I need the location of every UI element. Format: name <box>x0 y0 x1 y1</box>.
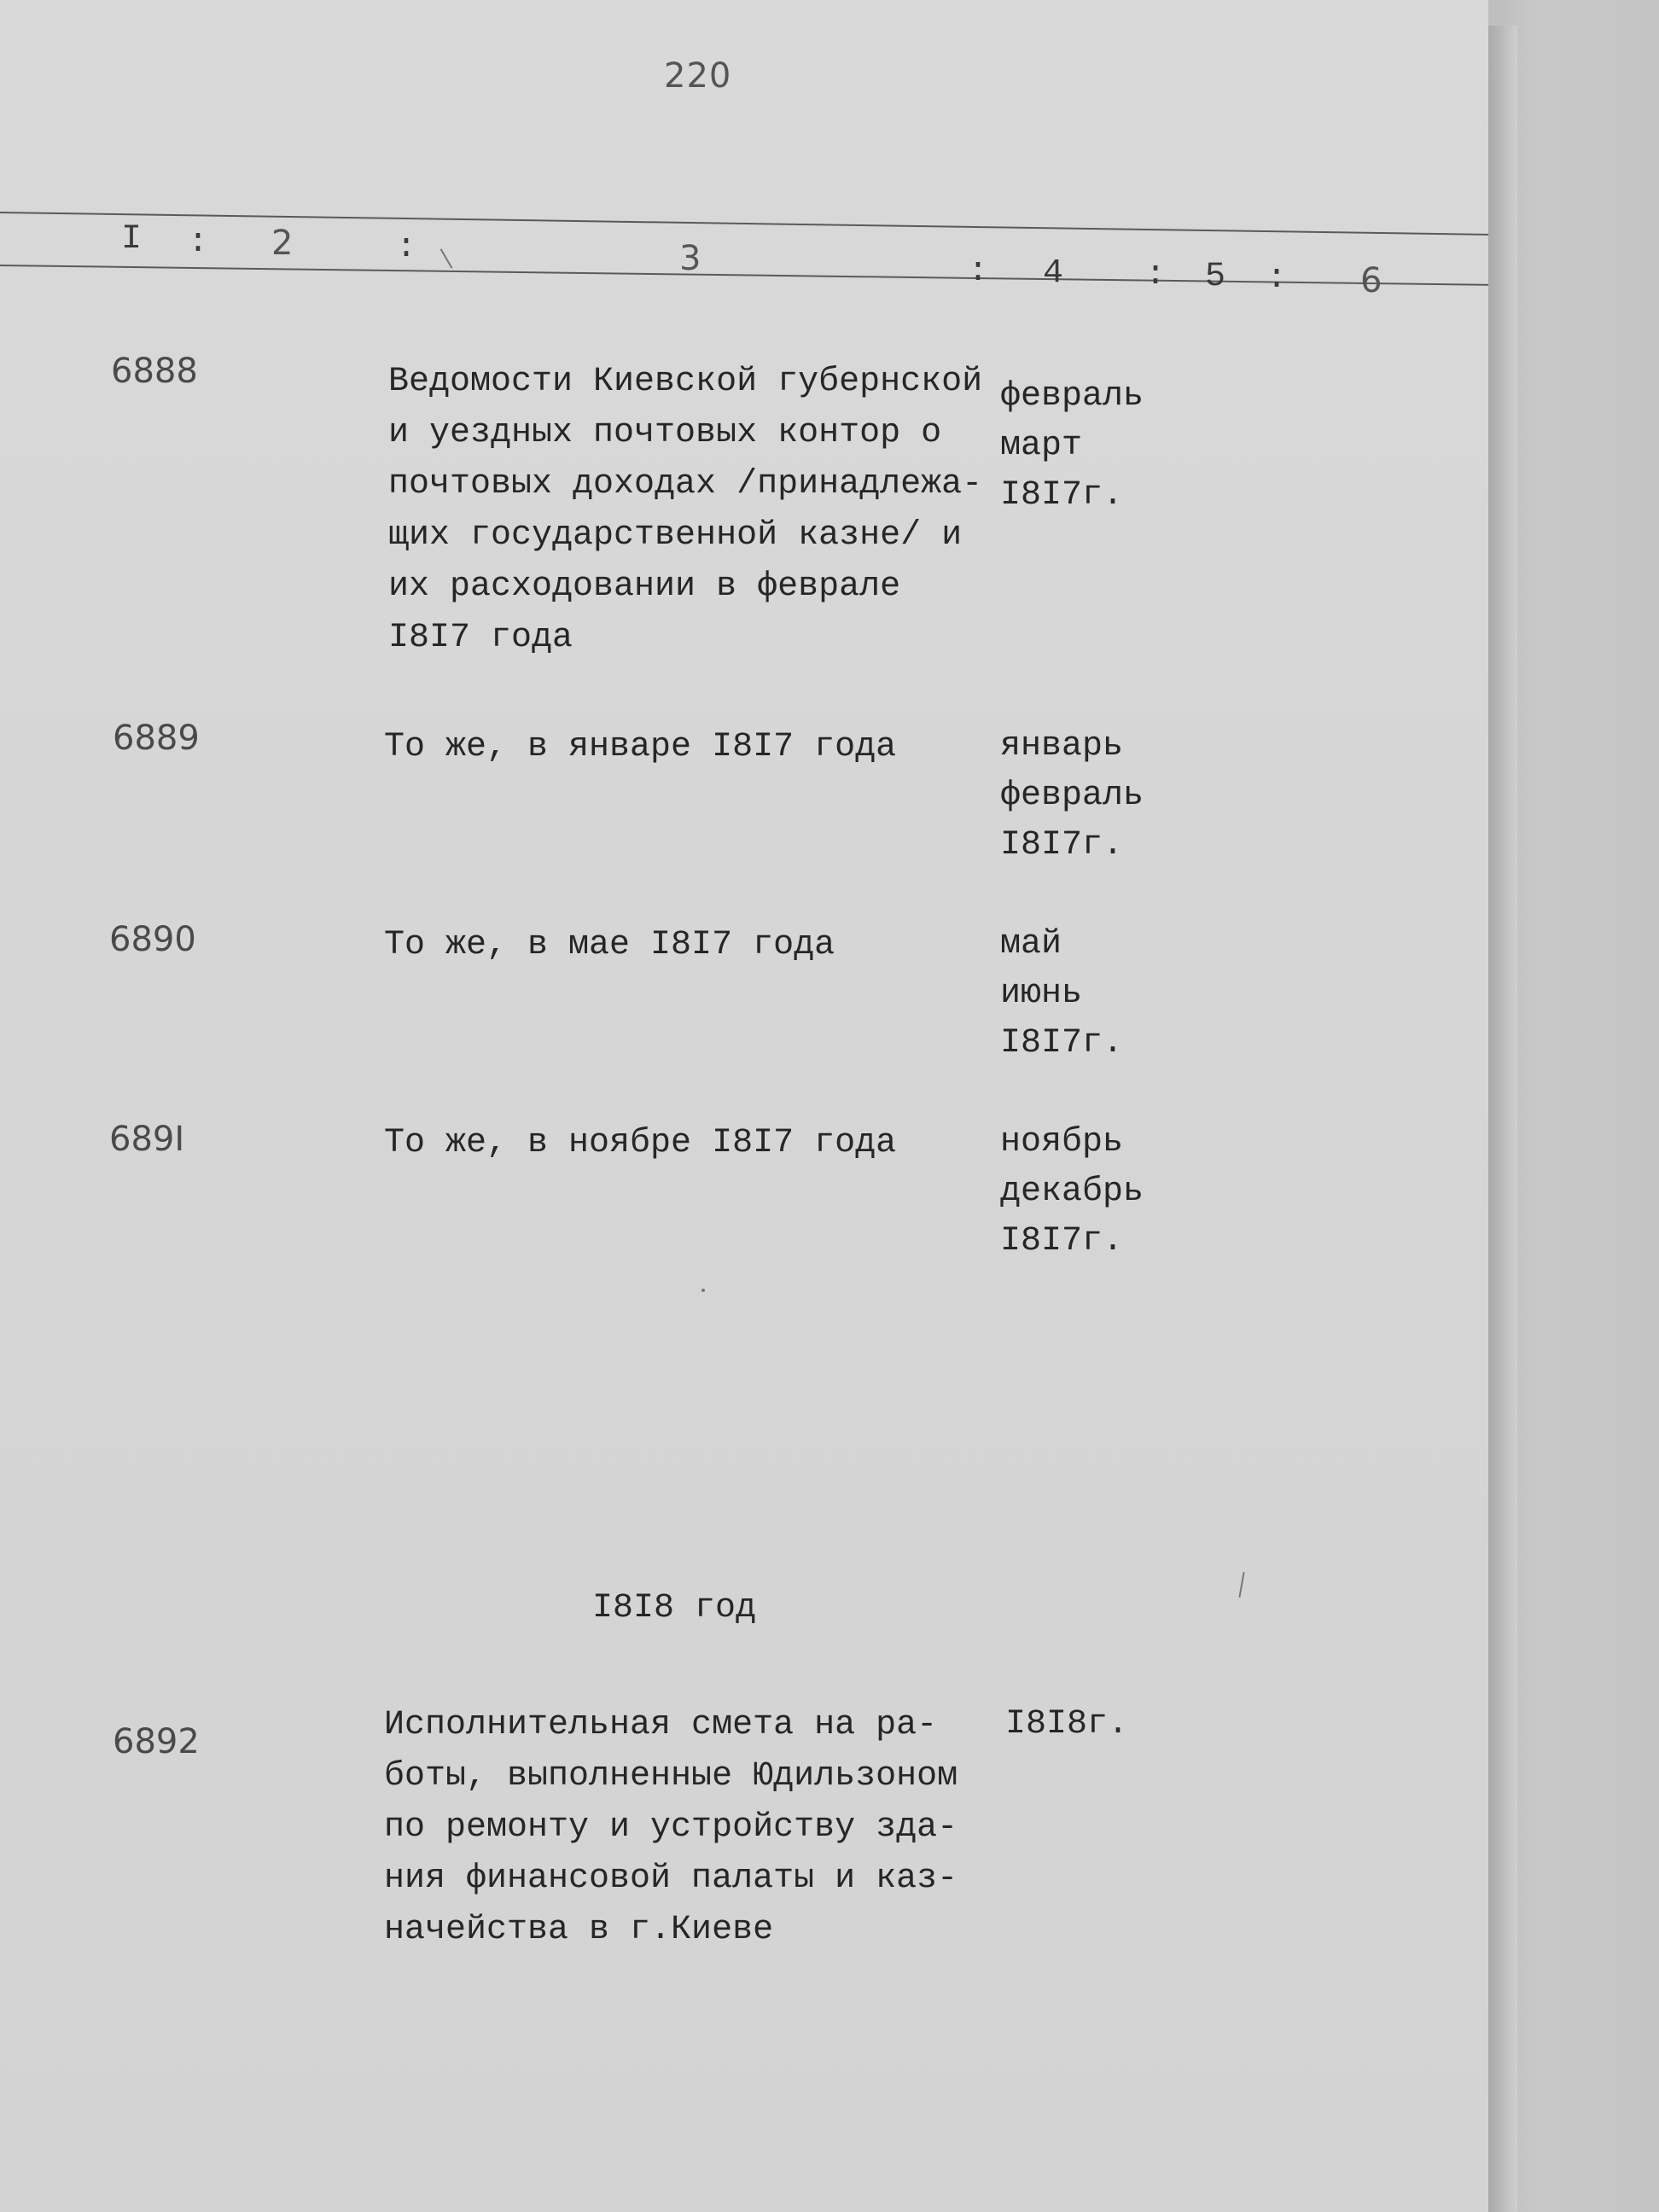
column-separator-4: : <box>1145 256 1167 294</box>
entry-description: То же, в январе I8I7 года <box>384 728 897 766</box>
page-edge-shadow <box>1488 26 1517 2212</box>
entry-date: февраль март I8I7г. <box>1000 377 1144 515</box>
column-separator-5: : <box>1266 259 1288 298</box>
entry-number: 6892 <box>113 1722 200 1761</box>
column-separator-1: : <box>188 224 209 262</box>
entry-date: январь февраль I8I7г. <box>1000 727 1144 864</box>
column-header-4: 4 <box>1043 254 1064 293</box>
page-number: 220 <box>664 56 732 96</box>
paper-scratch-mark <box>1238 1572 1244 1598</box>
paper-scratch-mark <box>440 248 453 269</box>
entry-number: 689I <box>109 1120 185 1159</box>
paper-speck-mark <box>701 1289 705 1292</box>
entry-date: май июнь I8I7г. <box>1000 925 1124 1062</box>
header-rule-top <box>0 212 1493 236</box>
entry-description: Исполнительная смета на ра- боты, выполненные Юдильзоном по ремонту и устройству зда- ния финансовой палаты и каз- начейства в г.Киеве <box>384 1706 958 1949</box>
entry-date: I8I8г. <box>1005 1705 1129 1743</box>
entry-description: То же, в ноябре I8I7 года <box>384 1124 897 1162</box>
column-separator-3: : <box>968 253 989 291</box>
column-header-3: 3 <box>679 239 701 278</box>
column-header-2: 2 <box>271 224 294 263</box>
column-header-1: I <box>121 220 143 259</box>
entry-number: 6888 <box>111 352 198 391</box>
entry-number: 6890 <box>109 920 196 959</box>
section-heading-year: I8I8 год <box>592 1589 757 1627</box>
entry-date: ноябрь декабрь I8I7г. <box>1000 1123 1144 1260</box>
column-header-6: 6 <box>1360 261 1382 300</box>
entry-description: То же, в мае I8I7 года <box>384 926 835 964</box>
entry-number: 6889 <box>113 719 200 758</box>
entry-description: Ведомости Киевской губернской и уездных почтовых контор о почтовых доходах /принадлежа- щих государственной казне/ и их расходовании в феврале I8I7 года <box>388 363 983 657</box>
column-separator-2: : <box>396 229 417 267</box>
column-header-5: 5 <box>1205 258 1226 296</box>
